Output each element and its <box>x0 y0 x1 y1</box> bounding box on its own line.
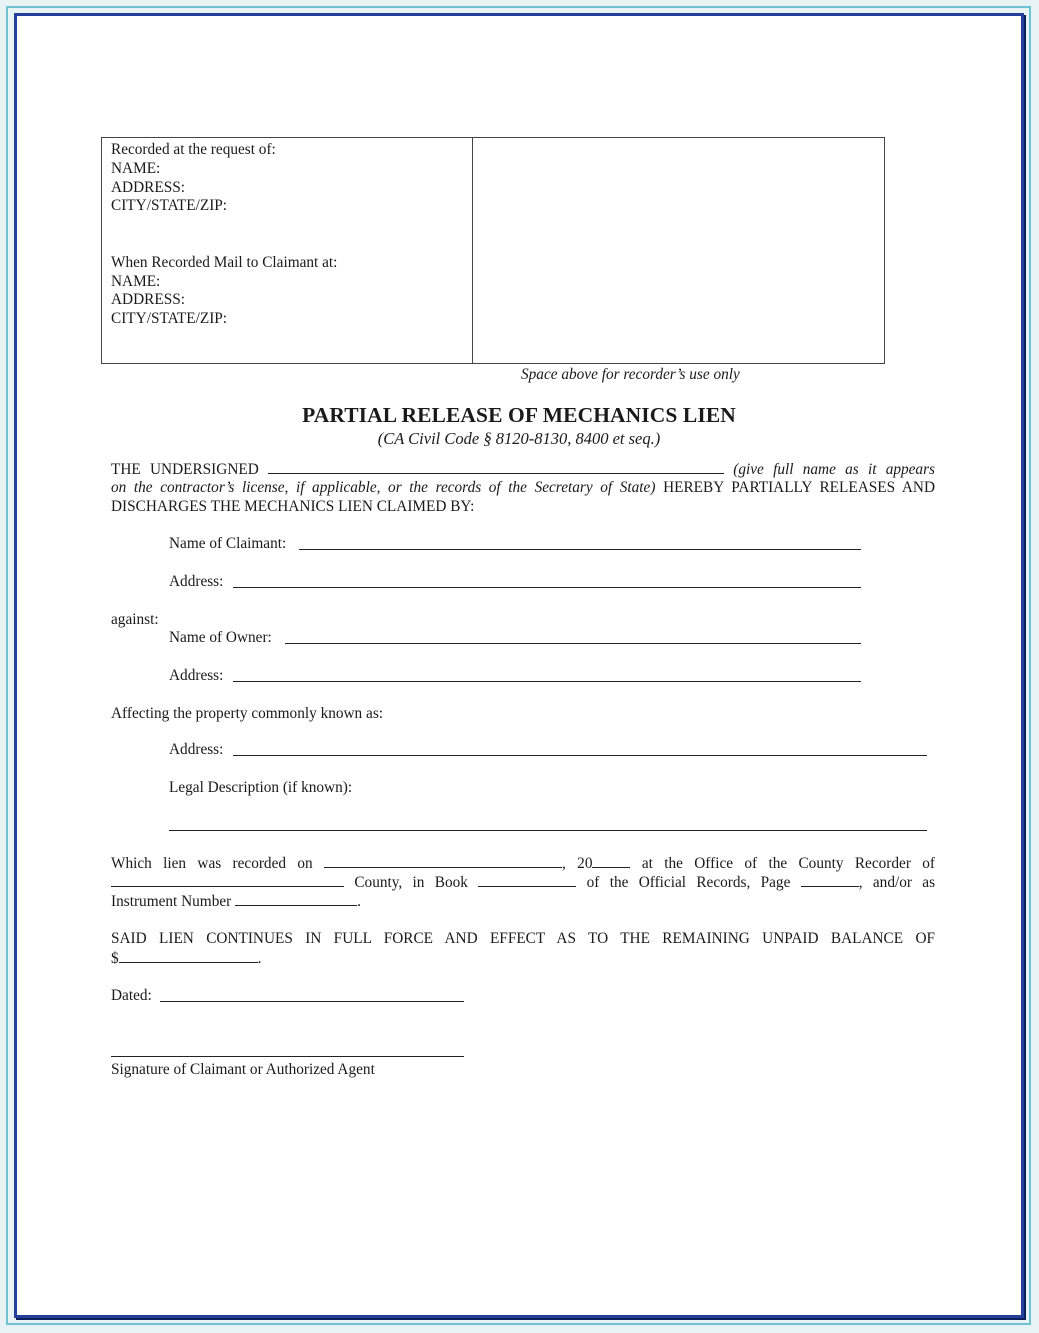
county-recorder-text: at the Office of the County Recorder of <box>641 855 935 872</box>
dated-field[interactable] <box>160 1001 464 1002</box>
undersigned-label: THE UNDERSIGNED <box>111 461 259 478</box>
recording-info-fields <box>111 141 337 329</box>
recorded-date-field[interactable] <box>324 853 562 868</box>
claimant-address-field[interactable] <box>233 587 861 588</box>
signature-label: Signature of Claimant or Authorized Agent <box>111 1061 375 1078</box>
dated-label: Dated: <box>111 987 152 1004</box>
county-field[interactable] <box>111 872 344 887</box>
owner-address-field[interactable] <box>233 681 861 682</box>
period: . <box>357 893 361 910</box>
address-label: ADDRESS: <box>111 291 185 309</box>
claimant-address-label: Address: <box>169 573 224 590</box>
signature-line[interactable] <box>111 1056 464 1057</box>
county-in-book-text: County, in Book <box>354 874 468 891</box>
owner-name-label: Name of Owner: <box>169 629 272 646</box>
hereby-releases-text: HEREBY PARTIALLY RELEASES AND <box>663 479 936 496</box>
dollar-sign: $ <box>111 950 119 967</box>
property-address-field[interactable] <box>233 755 927 756</box>
book-field[interactable] <box>478 872 576 887</box>
city-state-zip-label: CITY/STATE/ZIP: <box>111 197 228 215</box>
unpaid-balance-field[interactable] <box>119 948 258 963</box>
owner-address-label: Address: <box>169 667 224 684</box>
undersigned-name-field[interactable] <box>268 459 724 474</box>
instrument-number-label: Instrument Number <box>111 893 232 910</box>
year-prefix: , 20 <box>562 855 593 872</box>
name-label: NAME: <box>111 159 161 177</box>
said-lien-text: SAID LIEN CONTINUES IN FULL FORCE AND EFFECT AS TO THE REMAINING UNPAID BALANCE OF <box>111 930 935 947</box>
requested-by-heading: Recorded at the request of: <box>111 141 276 158</box>
owner-name-field[interactable] <box>285 643 861 644</box>
recorder-use-note: Space above for recorder’s use only <box>521 366 740 383</box>
recording-info-box <box>101 137 885 364</box>
property-address-label: Address: <box>169 741 224 758</box>
period: . <box>257 950 262 967</box>
claimant-name-label: Name of Claimant: <box>169 535 287 552</box>
recorder-box-divider <box>472 138 473 363</box>
intro-line-2 <box>111 478 935 497</box>
address-label: ADDRESS: <box>111 178 185 196</box>
intro-line-1 <box>111 459 935 479</box>
name-label: NAME: <box>111 272 161 290</box>
official-records-text: of the Official Records, Page <box>586 874 791 891</box>
recording-line-1 <box>111 853 935 873</box>
legal-description-field[interactable] <box>169 830 927 831</box>
which-lien-text: Which lien was recorded on <box>111 855 313 872</box>
against-label: against: <box>111 611 159 628</box>
full-name-instruction: (give full name as it appears <box>733 461 935 478</box>
discharges-text: DISCHARGES THE MECHANICS LIEN CLAIMED BY: <box>111 498 475 515</box>
and-or-as-text: , and/or as <box>858 874 936 891</box>
recording-line-2 <box>111 872 935 892</box>
document-title: PARTIAL RELEASE OF MECHANICS LIEN <box>302 403 736 427</box>
license-note: on the contractor’s license, if applicable, or the records of the Secretary of State) <box>111 479 656 496</box>
recorded-year-field[interactable] <box>592 853 630 868</box>
property-heading: Affecting the property commonly known as: <box>111 705 384 722</box>
document-page <box>14 13 1024 1318</box>
claimant-name-field[interactable] <box>299 549 861 550</box>
instrument-number-field[interactable] <box>235 891 357 906</box>
legal-description-label: Legal Description (if known): <box>169 779 353 796</box>
page-field[interactable] <box>801 872 859 887</box>
balance-line <box>111 948 261 968</box>
mail-to-heading: When Recorded Mail to Claimant at: <box>111 253 338 271</box>
instrument-line <box>111 891 361 911</box>
document-subtitle: (CA Civil Code § 8120-8130, 8400 et seq.) <box>377 429 661 448</box>
city-state-zip-label: CITY/STATE/ZIP: <box>111 310 228 328</box>
